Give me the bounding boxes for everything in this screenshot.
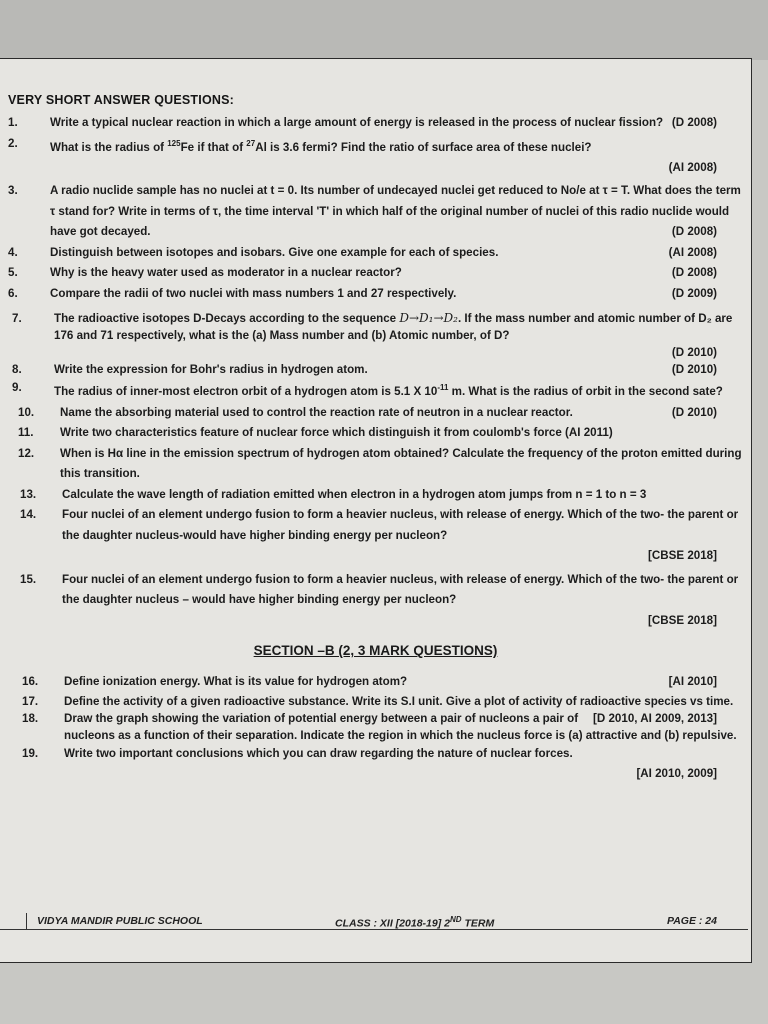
class-term-sup: ND	[449, 915, 462, 924]
question-10	[18, 403, 743, 424]
question-text-start: The radius of inner-most electron orbit of a hydrogen atom is 5.1 X 10	[54, 385, 438, 399]
question-text: When is Hα line in the emission spectrum of hydrogen atom obtained? Calculate the frequency of the proton emitted during this transition.	[60, 446, 742, 481]
question-11	[18, 423, 743, 444]
background-top	[0, 0, 768, 60]
question-text: Distinguish between isotopes and isobars. Give one example for each of species.	[50, 245, 499, 259]
question-text: Name the absorbing material used to control the reaction rate of neutron in a nuclear reactor.	[60, 405, 573, 419]
question-text: Why is the heavy water used as moderator in a nuclear reactor?	[50, 266, 402, 280]
question-number: 8.	[12, 363, 22, 377]
question-number: 6.	[8, 286, 18, 300]
question-16	[22, 672, 743, 693]
question-text: Write two characteristics feature of nuclear force which distinguish it from coulomb's force (AI 2011)	[60, 426, 613, 440]
question-text-end: m. What is the radius of orbit in the second sate?	[448, 385, 723, 399]
question-text-start: The radioactive isotopes D-Decays according to the sequence	[54, 312, 400, 326]
exponent: -11	[437, 383, 449, 393]
question-reference: [AI 2010]	[668, 675, 717, 689]
mass-number: 27	[246, 138, 256, 148]
school-name: VIDYA MANDIR PUBLIC SCHOOL	[37, 915, 203, 927]
question-number: 15.	[20, 572, 37, 586]
question-number: 14.	[20, 508, 37, 522]
question-number: 13.	[20, 487, 37, 501]
section-a-title: VERY SHORT ANSWER QUESTIONS:	[8, 93, 234, 107]
mass-number: 125	[167, 138, 181, 148]
question-number: 1.	[8, 116, 18, 129]
question-text-end: Al is 3.6 fermi? Find the ratio of surface area of these nuclei?	[255, 140, 592, 154]
question-text: Write two important conclusions which you can draw regarding the nature of nuclear forces.	[64, 746, 573, 760]
question-number: 18.	[22, 711, 39, 725]
question-number: 17.	[22, 694, 39, 708]
footer-divider	[0, 929, 748, 930]
question-number: 16.	[22, 675, 39, 689]
question-18	[22, 710, 743, 744]
question-text: Define ionization energy. What is its value for hydrogen atom?	[64, 675, 408, 689]
question-14	[20, 505, 743, 567]
question-number: 2.	[8, 136, 18, 150]
class-term-text: CLASS : XII [2018-19] 2	[335, 917, 450, 930]
question-text: Draw the graph showing the variation of potential energy between a pair of nucleons a pair of nucleons as a function of their separation. Indicate the region in which the nucleus force is (a) attractive and (b) repulsive.	[64, 711, 737, 742]
question-5	[8, 263, 743, 284]
question-reference: (D 2010)	[671, 346, 717, 360]
question-number: 11.	[18, 426, 34, 440]
question-number: 3.	[8, 184, 18, 198]
question-6	[8, 284, 743, 305]
question-15	[20, 570, 743, 632]
question-8	[12, 361, 743, 378]
question-number: 12.	[18, 446, 35, 460]
question-reference: [D 2010, AI 2009, 2013]	[593, 711, 717, 725]
question-text: Write the expression for Bohr's radius in hydrogen atom.	[54, 363, 368, 377]
question-1	[8, 113, 743, 134]
question-reference: [CBSE 2018]	[648, 613, 717, 627]
question-text: Compare the radii of two nuclei with mass numbers 1 and 27 respectively.	[50, 286, 457, 300]
class-term	[335, 915, 494, 930]
question-text: Define the activity of a given radioactive substance. Write its S.I unit. Give a plot of activity of radioactive species vs time.	[64, 694, 734, 708]
question-7	[12, 310, 743, 361]
page-number: PAGE : 24	[667, 915, 717, 927]
question-paper	[0, 58, 752, 963]
page-footer	[26, 913, 749, 929]
question-12	[18, 444, 743, 485]
question-reference: (AI 2008)	[668, 160, 717, 174]
question-reference: (D 2010)	[671, 405, 717, 419]
question-reference: [CBSE 2018]	[648, 549, 717, 563]
section-b-title: SECTION –B (2, 3 MARK QUESTIONS)	[253, 643, 498, 659]
question-text: Four nuclei of an element undergo fusion to form a heavier nucleus, with release of energy. Which of the two- the parent or the daughter nucleus-would have higher binding energy per nucleon?	[62, 508, 739, 542]
question-19	[22, 744, 743, 785]
question-2	[8, 134, 743, 179]
paper-content	[8, 93, 743, 785]
question-reference: [AI 2010, 2009]	[636, 767, 717, 781]
question-number: 10.	[18, 405, 35, 419]
question-reference: (D 2008)	[671, 225, 717, 239]
question-text: A radio nuclide sample has no nuclei at t = 0. Its number of undecayed nuclei get reduced to No/e at τ = T. What does the term τ stand for? Write in terms of τ, the time interval 'T' in which half of the original number of nuclei of this radio nuclide would have got decayed.	[50, 184, 741, 239]
question-number: 19.	[22, 746, 39, 760]
question-reference: (AI 2008)	[668, 245, 717, 259]
question-reference: (D 2008)	[671, 266, 717, 280]
decay-sequence: D→D₁→D₂	[399, 311, 458, 326]
question-text-start: What is the radius of	[50, 140, 168, 154]
class-term-end: TERM	[461, 917, 495, 930]
question-reference: (D 2010)	[671, 363, 717, 377]
question-text-end: . If the mass number and atomic number of D₂ are 176 and 71 respectively, what is the (a) Mass number and (b) Atomic number, of D?	[54, 312, 733, 343]
question-text: Calculate the wave length of radiation emitted when electron in a hydrogen atom jumps from n = 1 to n = 3	[62, 487, 647, 501]
question-number: 9.	[12, 381, 22, 395]
question-reference: (D 2008)	[671, 116, 717, 129]
question-text: Four nuclei of an element undergo fusion to form a heavier nucleus, with release of energy. Which of the two- the parent or the daughter nucleus – would have higher binding energy per nucleon?	[62, 572, 739, 607]
question-3	[8, 181, 743, 243]
question-number: 5.	[8, 266, 18, 280]
question-text: Write a typical nuclear reaction in which a large amount of energy is released in the process of nuclear fission?	[50, 116, 664, 129]
question-text-mid: Fe if that of	[180, 140, 247, 154]
question-number: 4.	[8, 245, 18, 259]
question-number: 7.	[12, 312, 22, 326]
question-13	[20, 485, 743, 506]
question-4	[8, 243, 743, 264]
question-reference: (D 2009)	[671, 286, 717, 300]
